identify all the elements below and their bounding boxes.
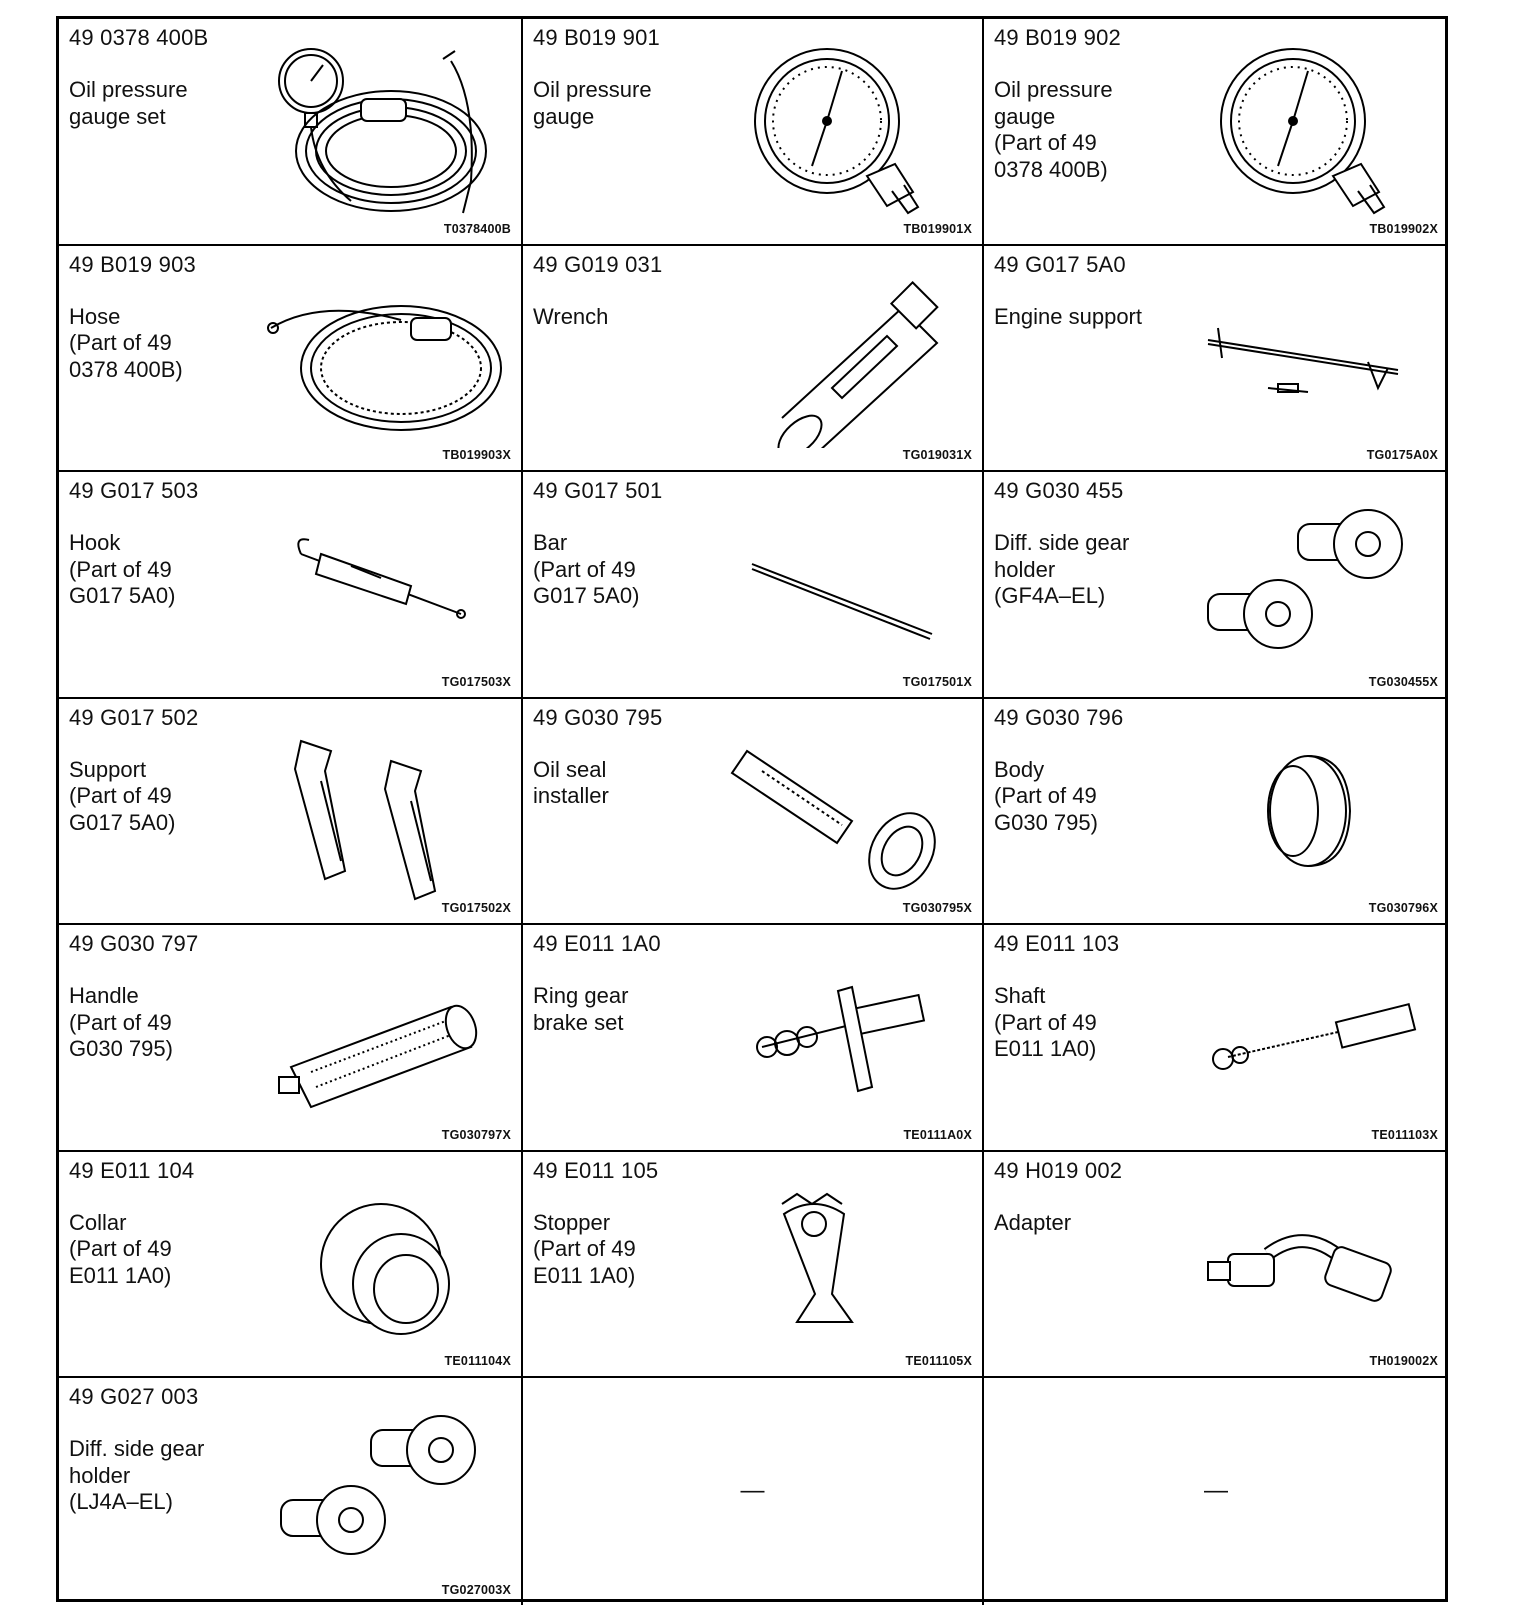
tool-description: Support (Part of 49 G017 5A0) [69, 756, 176, 835]
shaft-icon [1188, 947, 1438, 1127]
tool-part-number: 49 G019 031 [533, 251, 663, 277]
wrench-icon [722, 268, 972, 448]
pressure-gauge-icon [722, 41, 972, 221]
tool-cell [984, 246, 1448, 473]
tool-cell [59, 246, 523, 473]
tool-part-number: 49 E011 105 [533, 1157, 659, 1183]
figure-code: TG017503X [441, 674, 511, 689]
tool-cell [984, 1378, 1448, 1605]
tool-description: Shaft (Part of 49 E011 1A0) [994, 983, 1097, 1061]
ring-body-icon [1188, 721, 1438, 901]
support-icon [261, 721, 511, 901]
collar-icon [261, 1174, 511, 1354]
tool-cell [523, 246, 984, 473]
tool-description: Ring gear brake set [533, 983, 629, 1035]
tool-cell [59, 19, 523, 246]
tool-cell [984, 472, 1448, 699]
tool-cell [984, 1152, 1448, 1379]
tool-cell [523, 472, 984, 699]
side-gear-holder-icon [261, 1400, 511, 1580]
tool-description: Collar (Part of 49 E011 1A0) [69, 1209, 172, 1288]
figure-code: TG017501X [902, 674, 972, 689]
tool-cell [984, 19, 1448, 246]
tool-description: Diff. side gear holder (GF4A–EL) [994, 530, 1130, 608]
tool-part-number: 49 E011 103 [994, 931, 1120, 956]
tool-cell [523, 1152, 984, 1379]
tool-description: Oil seal installer [533, 756, 609, 808]
figure-code: TE011105X [905, 1354, 972, 1368]
tool-part-number: 49 G017 501 [533, 478, 663, 503]
adapter-icon [1188, 1174, 1438, 1354]
tool-description: Hose (Part of 49 0378 400B) [69, 303, 183, 382]
bar-icon [722, 494, 972, 674]
empty-dash: — [1204, 1477, 1228, 1505]
tool-part-number: 49 G017 5A0 [994, 251, 1126, 277]
tool-part-number: 49 E011 1A0 [533, 931, 661, 956]
tool-description: Hook (Part of 49 G017 5A0) [69, 530, 176, 608]
figure-code: T0378400B [443, 221, 511, 236]
figure-code: TE0111A0X [903, 1127, 972, 1142]
tool-description: Wrench [533, 303, 609, 329]
hook-icon [261, 494, 511, 674]
figure-code: TG030797X [441, 1127, 511, 1142]
tool-cell [523, 1378, 984, 1605]
figure-code: TB019903X [442, 448, 511, 462]
figure-code: TG030795X [902, 901, 972, 915]
oil-seal-installer-icon [722, 721, 972, 901]
tool-part-number: 49 G030 795 [533, 704, 663, 730]
tool-part-number: 49 G017 503 [69, 478, 199, 503]
side-gear-holder-icon [1188, 494, 1438, 674]
tool-cell [984, 699, 1448, 926]
figure-code: TB019902X [1369, 221, 1438, 236]
tool-cell [59, 1378, 523, 1605]
tool-cell [59, 1152, 523, 1379]
tool-description: Oil pressure gauge set [69, 77, 188, 129]
tool-part-number: 49 G017 502 [69, 704, 199, 730]
tool-cell [523, 19, 984, 246]
tool-part-number: 49 B019 903 [69, 251, 196, 277]
tool-description: Bar (Part of 49 G017 5A0) [533, 530, 640, 608]
tool-part-number: 49 G030 797 [69, 931, 199, 956]
tool-part-number: 49 B019 901 [533, 25, 660, 50]
hose-icon [261, 268, 511, 448]
ring-gear-brake-icon [722, 947, 972, 1127]
tool-description: Body (Part of 49 G030 795) [994, 756, 1098, 835]
figure-code: TG030455X [1368, 674, 1438, 689]
tool-part-number: 49 G030 455 [994, 478, 1124, 503]
figure-code: TG030796X [1368, 901, 1438, 915]
tool-part-number: 49 0378 400B [69, 25, 209, 50]
figure-code: TE011104X [444, 1354, 511, 1368]
tool-description: Diff. side gear holder (LJ4A–EL) [69, 1436, 205, 1514]
tool-cell [984, 925, 1448, 1152]
stopper-icon [722, 1174, 972, 1354]
pressure-gauge-icon [1188, 41, 1438, 221]
tool-part-number: 49 G030 796 [994, 704, 1124, 730]
tool-description: Adapter [994, 1209, 1072, 1235]
gauge-set-icon [261, 41, 511, 221]
tool-cell [523, 925, 984, 1152]
figure-code: TG017502X [441, 901, 511, 915]
tool-cell [59, 925, 523, 1152]
engine-support-icon [1188, 268, 1438, 448]
figure-code: TG019031X [902, 448, 972, 462]
figure-code: TH019002X [1369, 1354, 1438, 1368]
figure-code: TB019901X [903, 221, 972, 236]
tool-part-number: 49 B019 902 [994, 25, 1121, 50]
figure-code: TG0175A0X [1366, 448, 1438, 462]
tool-part-number: 49 G027 003 [69, 1384, 199, 1409]
tool-description: Engine support [994, 303, 1142, 329]
tool-description: Handle (Part of 49 G030 795) [69, 983, 173, 1061]
tool-description: Stopper (Part of 49 E011 1A0) [533, 1209, 636, 1288]
special-tools-table [56, 16, 1448, 1602]
empty-dash: — [740, 1477, 765, 1505]
tool-part-number: 49 H019 002 [994, 1157, 1123, 1183]
tool-description: Oil pressure gauge [533, 77, 652, 129]
tool-part-number: 49 E011 104 [69, 1157, 195, 1183]
tool-cell [523, 699, 984, 926]
figure-code: TG027003X [441, 1582, 511, 1597]
tool-cell [59, 472, 523, 699]
figure-code: TE011103X [1371, 1127, 1438, 1142]
handle-icon [261, 947, 511, 1127]
tool-description: Oil pressure gauge (Part of 49 0378 400B) [994, 77, 1113, 182]
tool-cell [59, 699, 523, 926]
